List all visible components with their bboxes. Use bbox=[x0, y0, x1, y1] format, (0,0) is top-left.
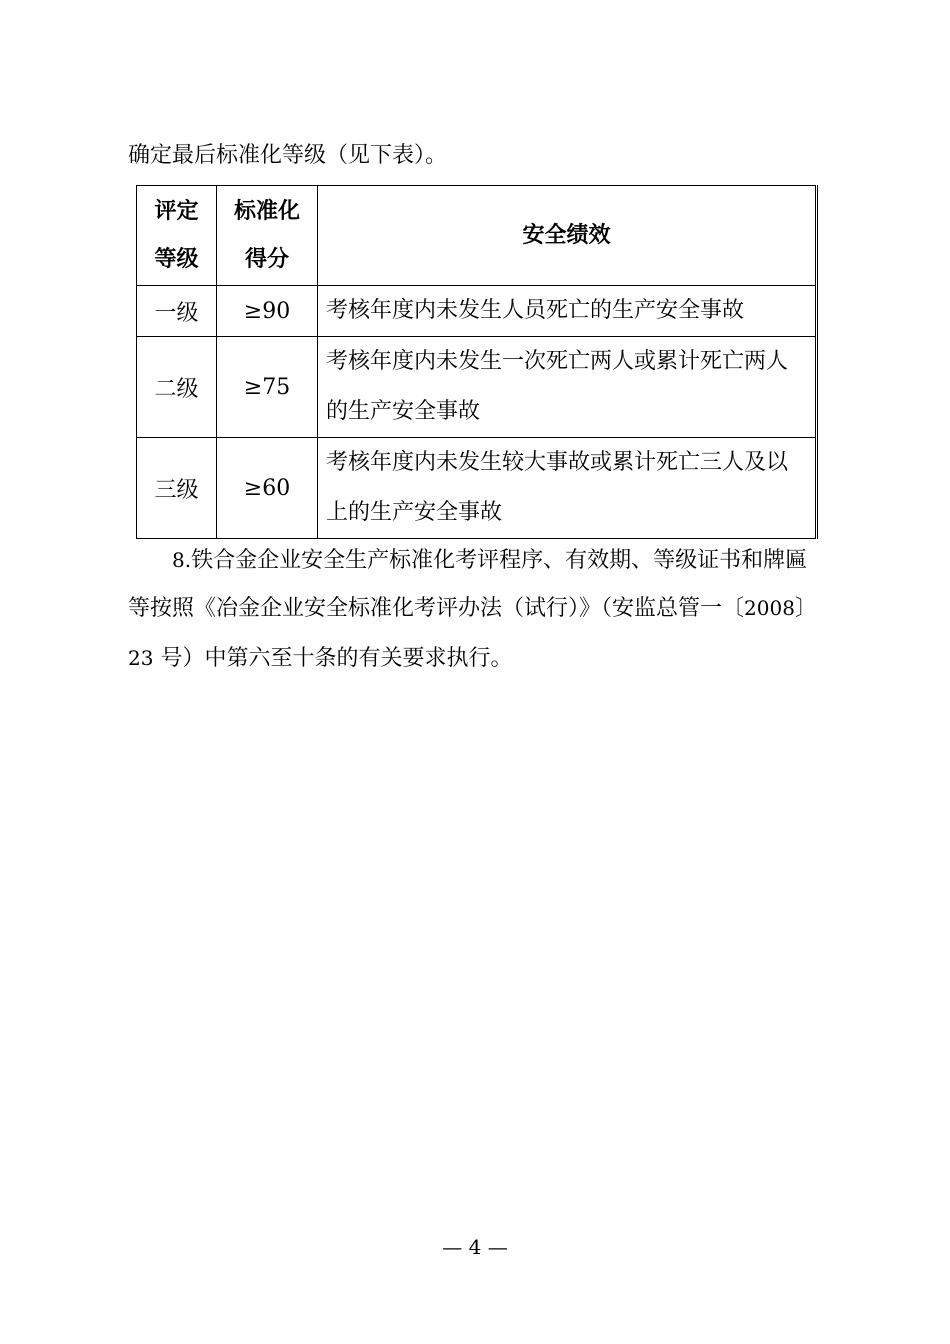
paragraph-line-2 bbox=[128, 584, 828, 633]
header-level-line2: 等级 bbox=[154, 246, 199, 272]
paragraph-text: 号）中第六至十条的有关要求执行。 bbox=[153, 646, 513, 671]
cell-performance bbox=[318, 286, 817, 337]
cell-level: 三级 bbox=[137, 438, 217, 539]
performance-line: 的生产安全事故 bbox=[326, 399, 481, 424]
document-number: 23 bbox=[128, 646, 154, 670]
header-score bbox=[217, 186, 318, 286]
document-year: 2008 bbox=[744, 596, 795, 620]
paragraph-text: 等按照《冶金企业安全标准化考评办法（试行）》（安监总管一〔 bbox=[128, 596, 745, 621]
cell-level: 一级 bbox=[137, 286, 217, 337]
cell-score: ≥90 bbox=[217, 286, 318, 337]
intro-text: 确定最后标准化等级（见下表）。 bbox=[128, 143, 448, 168]
cell-score: ≥75 bbox=[217, 337, 318, 438]
page-number: — 4 — bbox=[442, 1235, 508, 1259]
header-level-line1: 评定 bbox=[154, 198, 199, 224]
paragraph-text: 铁合金企业安全生产标准化考评程序、有效期、等级证书和牌匾 bbox=[191, 548, 808, 573]
bracket-close: 〕 bbox=[794, 596, 817, 621]
cell-performance bbox=[318, 337, 817, 438]
header-score-line2: 得分 bbox=[244, 246, 289, 272]
header-level bbox=[137, 186, 217, 286]
cell-performance bbox=[318, 438, 817, 539]
cell-level: 二级 bbox=[137, 337, 217, 438]
cell-score: ≥60 bbox=[217, 438, 318, 539]
table-row bbox=[137, 337, 817, 438]
paragraph-line-1 bbox=[128, 536, 872, 585]
performance-line: 上的生产安全事故 bbox=[326, 500, 503, 525]
table-row bbox=[137, 438, 817, 539]
grade-table bbox=[136, 185, 818, 539]
table-header-row bbox=[137, 186, 817, 286]
paragraph-line-3 bbox=[128, 634, 828, 683]
performance-line: 考核年度内未发生一次死亡两人或累计死亡两人 bbox=[326, 349, 789, 374]
performance-line: 考核年度内未发生人员死亡的生产安全事故 bbox=[326, 298, 745, 323]
item-number: 8. bbox=[172, 548, 192, 572]
table-row bbox=[137, 286, 817, 337]
header-score-line1: 标准化 bbox=[233, 198, 300, 224]
header-performance: 安全绩效 bbox=[318, 186, 817, 286]
performance-line: 考核年度内未发生较大事故或累计死亡三人及以 bbox=[326, 450, 789, 475]
